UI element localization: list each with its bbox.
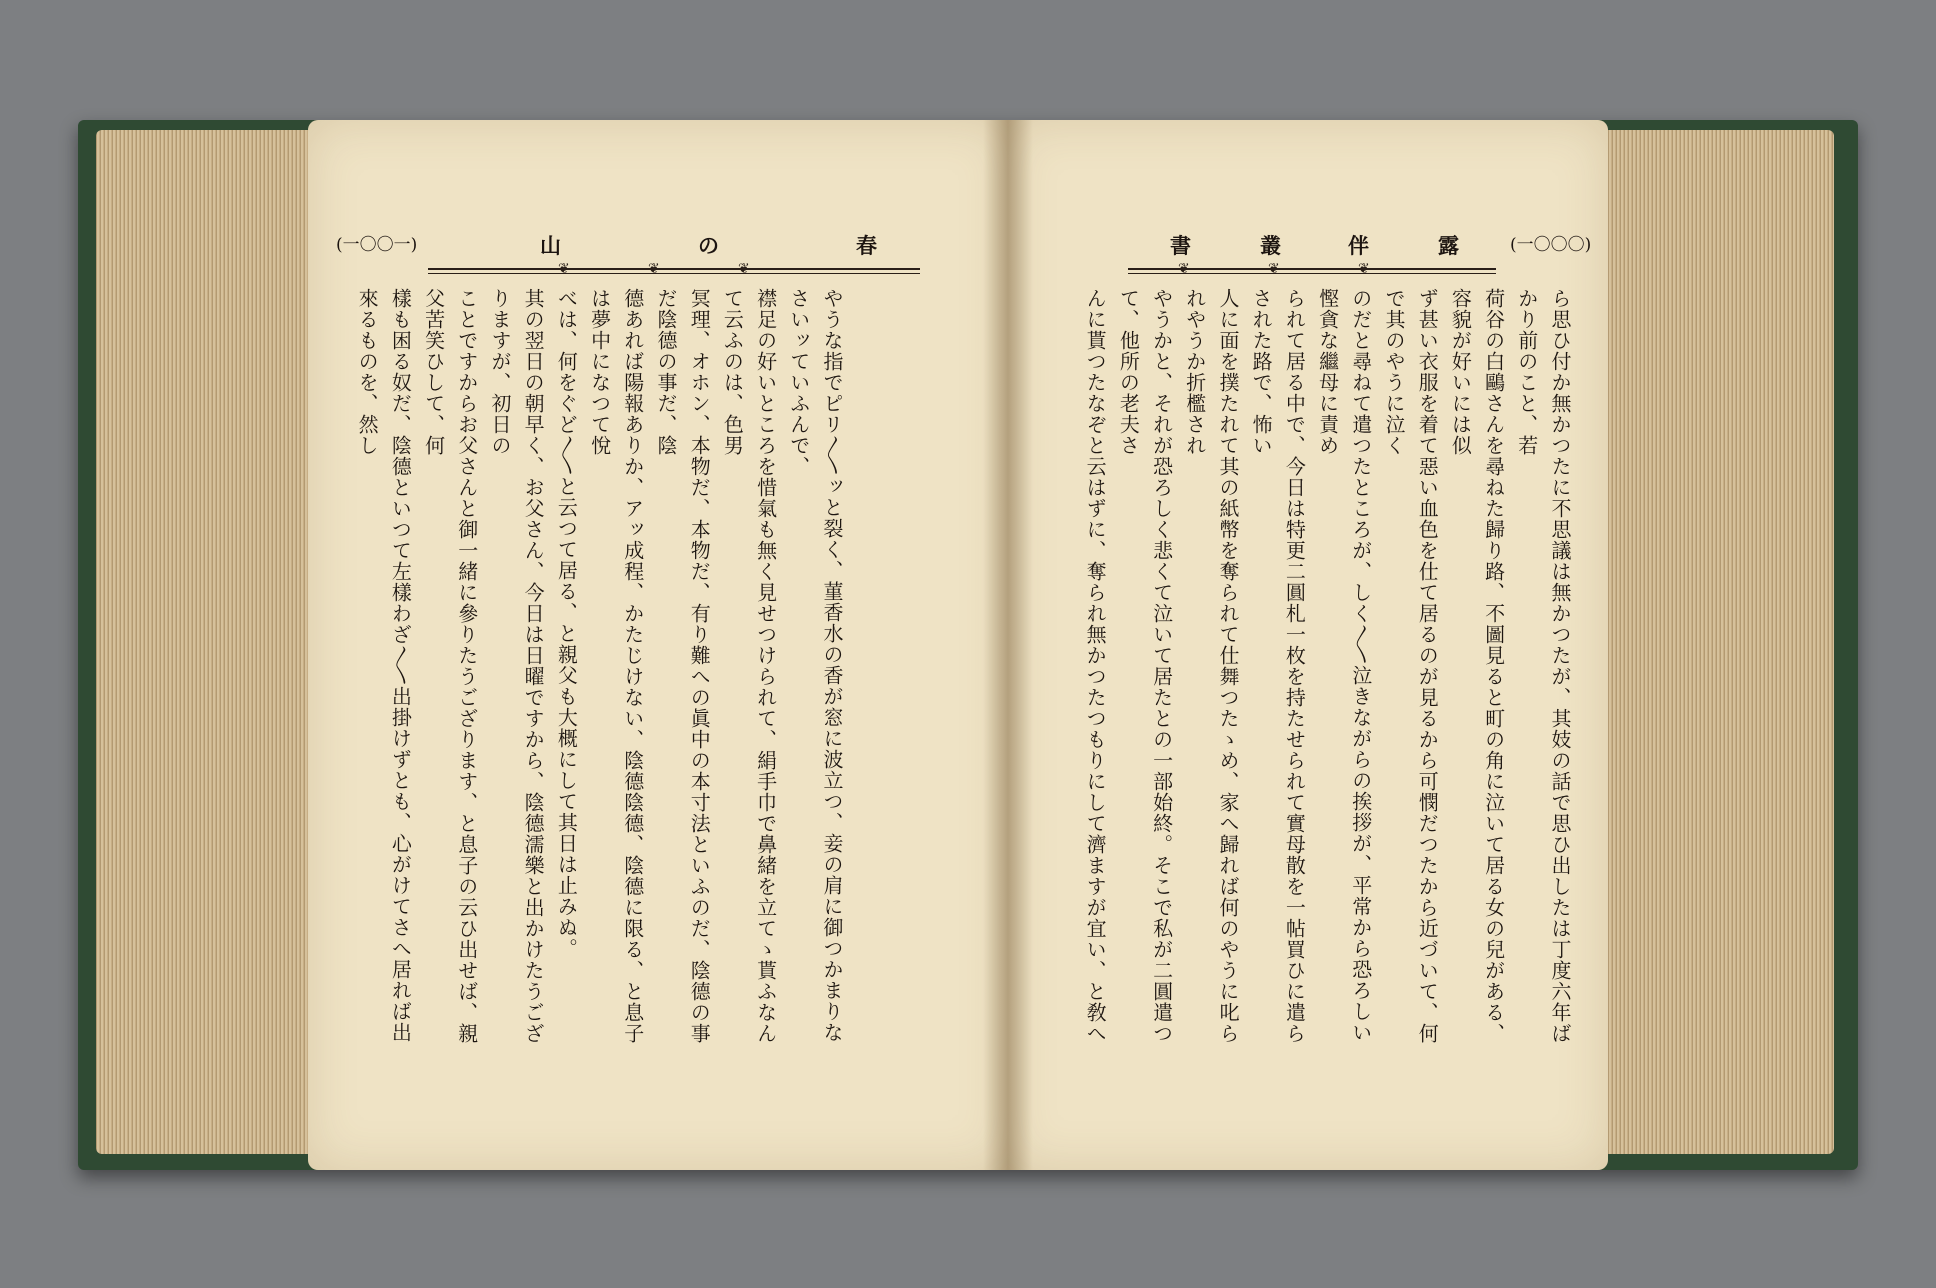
left-header-rule [428,268,920,274]
right-page-body [1076,288,1576,1058]
text-line: のだと尋ねて遣つたところが、しく〳〵泣きながらの挨拶が、平常から恐ろしい慳貪な繼母に責め [1315,288,1373,1043]
right-header-char: 書 [1170,233,1191,258]
text-line: 荷谷の白鷗さんを尋ねた歸り路、不圖見ると町の角に泣いて居る女の兒がある、容貌が好いには似 [1448,288,1506,1044]
right-header-char: 叢 [1260,233,1281,258]
text-line: やうな指でピリ〳〵ッと裂く、菫香水の香が窓に波立つ、妾の肩に御つかまりなさいッていふんで、 [786,288,844,1043]
text-line: ことですからお父さんと御一緒に參りたうござります、と息子の云ひ出せば、親父苦笑ひして、何 [421,288,479,1044]
text-line: られて居る中で、今日は特更二圓札一枚を持たせられて實母散を一帖買ひに遣らされた路で、怖い [1249,288,1307,1044]
left-header-char: 春 [856,233,877,258]
ornament-icon: ❦ [558,261,570,277]
left-page-edges [96,130,326,1154]
left-header-char: 山 [540,233,561,258]
text-line: 樣も困る奴だ、陰德といつて左樣わざ〳〵出掛けずとも、心がけてさへ居れば出來るものを、然し [355,288,413,1043]
right-page-edges [1572,130,1834,1154]
text-line [348,288,350,1058]
book-gutter [983,120,1033,1170]
book-cover [78,120,1858,1170]
left-page [308,120,1008,1170]
ornament-icon: ❦ [1358,261,1370,277]
text-line: やうかと、それが恐ろしく悲くて泣いて居たとの一部始終。そこで私が二圓遣つて、他所の老夫さ [1116,288,1174,1044]
text-line: ず甚い衣服を着て惡い血色を仕て居るのが見るから可憫だつたから近づいて、何で其のやうに泣く [1381,288,1440,1044]
ornament-icon: ❦ [738,261,750,277]
right-page [1008,120,1608,1170]
text-line: べは、何をぐど〳〵と云つて居る、と親父も大概にして其日は止みぬ。 [554,288,579,959]
left-page-body [348,288,848,1058]
ornament-icon: ❦ [1268,261,1280,277]
right-header-char: 露 [1438,233,1459,258]
left-header-char: の [698,233,719,258]
text-line: 襟足の好いところを惜氣も無く見せつけられて、絹手巾で鼻緒を立てゝ貰ふなんて云ふのは、色男 [720,288,778,1044]
right-page-number: (一〇〇〇) [1510,235,1592,255]
text-line: ら思ひ付か無かつたに不思議は無かつたが、其妓の話で思ひ出したは丁度六年ばかり前のこと、若 [1514,288,1572,1044]
right-running-header [1008,230,1608,264]
ornament-icon: ❦ [648,261,660,277]
text-line: 德あれば陽報ありか、アッ成程、かたじけない、陰德陰德、陰德に限る、と息子は夢中になつて悅 [587,288,645,1044]
text-line: 冥理、オホン、本物だ、本物だ、有り難への眞中の本寸法といふのだ、陰德の事だ陰德の事だ、陰 [653,288,712,1044]
left-running-header [308,230,1008,264]
right-header-char: 伴 [1348,233,1369,258]
ornament-icon: ❦ [1178,261,1190,277]
left-page-number: (一〇〇一) [336,235,418,255]
text-line: 人に面を撲たれて其の紙幣を奪られて仕舞つたゝめ、家へ歸れば何のやうに叱られやうか折檻され [1182,288,1240,1044]
text-line: 其の翌日の朝早く、お父さん、今日は日曜ですから、陰德濡樂と出かけたうござりますが、初日の [487,288,546,1044]
text-line: んに貰つたなぞと云はずに、奪られ無かつたつもりにして濟ますが宜い、と敎へ [1083,288,1108,1044]
